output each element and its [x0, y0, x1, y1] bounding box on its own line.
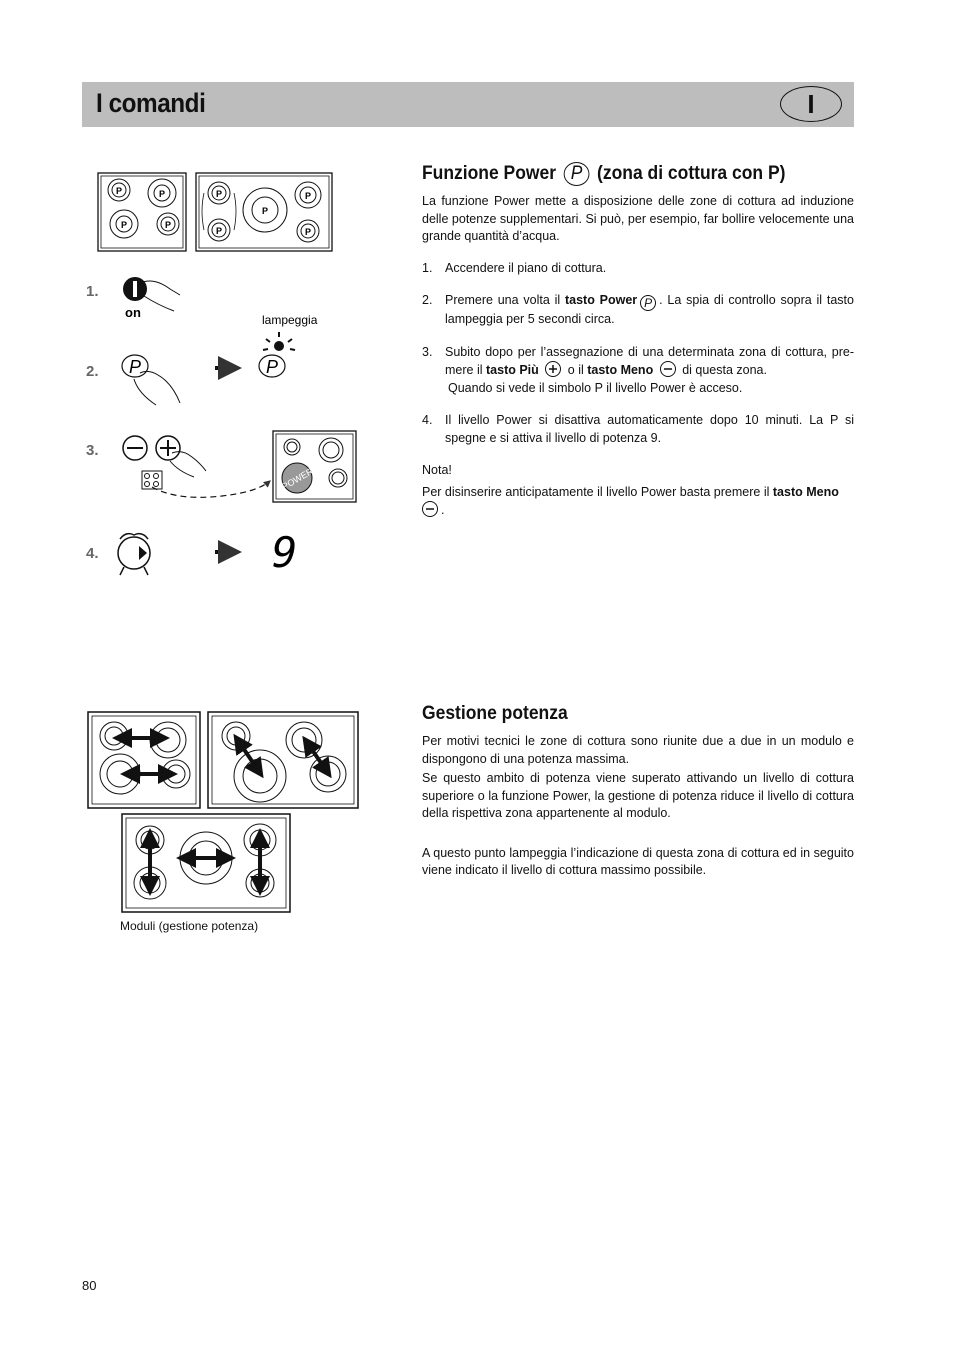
hob1-p-label-4: P	[164, 220, 172, 230]
management-paragraph-2: Se questo ambito di potenza viene superato attivando un livello di cottura superiore o la funzione Power, la gestione di potenza riduce il livello di cottura della rispettiva zona appartenente al modulo.	[422, 771, 854, 820]
language-badge: I	[780, 86, 842, 122]
hob-four-zones-icon	[98, 173, 186, 251]
on-off-button-icon	[123, 277, 180, 320]
hob-five-zones-icon	[196, 173, 332, 251]
header-bar	[82, 82, 854, 127]
blinking-p-label: P	[265, 357, 279, 377]
blink-label: lampeggia	[262, 313, 318, 327]
power-button-press-icon	[122, 355, 180, 405]
power-symbol-icon: P	[564, 162, 590, 186]
step-4-label: 4.	[86, 545, 99, 562]
power-section-title: Funzione Power P (zona di cottura con P)	[422, 162, 786, 184]
power-function-section	[422, 161, 854, 520]
management-paragraph-1: Per motivi tecnici le zone di cottura sono riunite due a due in un modulo e dispongono di una potenza massima.	[422, 734, 854, 766]
zone-selection-dashed-arrow	[152, 481, 270, 497]
module-hob-2-icon	[208, 712, 358, 808]
hob2-p-label-2: P	[215, 226, 223, 236]
management-section-title: Gestione potenza	[422, 703, 568, 724]
minus-key-icon	[422, 501, 438, 517]
management-paragraph-3: A questo punto lampeggia l’indicazione di questa zona di cottura ed in seguito viene indicato il livello di cottura massimo possibile.	[422, 845, 854, 877]
modules-figure	[86, 708, 362, 918]
hob-power-zone-icon	[273, 431, 356, 502]
minus-plus-buttons-icon	[123, 436, 206, 489]
modules-caption: Moduli (gestione potenza)	[120, 919, 259, 933]
hob2-p-label-1: P	[215, 189, 223, 199]
hob2-p-label-5: P	[304, 227, 312, 237]
page-number: 80	[82, 1278, 97, 1293]
list-item: 2. Premere una volta il tasto Power P . La spia di controllo sopra il tasto lampeggia per 5 secondi circa.	[422, 293, 854, 326]
blinking-p-indicator-icon	[259, 332, 295, 377]
hob1-p-label-2: P	[158, 189, 166, 199]
minus-key-icon	[660, 361, 676, 377]
power-level-display: 9	[272, 528, 298, 577]
module-hob-1-icon	[88, 712, 200, 808]
hob1-p-label-3: P	[120, 220, 128, 230]
power-steps-illustration	[82, 165, 372, 585]
step-1-label: 1.	[86, 283, 99, 300]
list-item: 1. Accendere il piano di cottura.	[422, 260, 607, 275]
power-management-section	[422, 701, 854, 880]
timer-icon	[118, 534, 150, 575]
step-3-label: 3.	[86, 442, 99, 459]
power-label: POWER	[280, 466, 315, 492]
note-label: Nota!	[422, 463, 452, 477]
note-text: Per disinserire anticipatamente il livello Power basta premere il tasto Meno .	[422, 484, 839, 517]
hob2-p-label-3: P	[261, 206, 269, 216]
step-2-label: 2.	[86, 363, 99, 380]
hob1-p-label-1: P	[115, 186, 123, 196]
modules-illustration	[86, 708, 362, 918]
power-button-p-label: P	[128, 357, 142, 377]
on-label: on	[125, 305, 141, 320]
plus-key-icon	[545, 361, 561, 377]
power-steps-list	[422, 260, 854, 448]
power-key-icon: P	[640, 295, 656, 311]
module-hob-3-icon	[122, 814, 290, 912]
power-intro-text: La funzione Power mette a disposizione delle zone di cottura ad induzione delle potenze supplementari. Si può, per esempio, far bollire velocemente una grande quantità d’acqua.	[422, 194, 854, 243]
hob2-p-label-4: P	[304, 191, 312, 201]
list-item: 4. Il livello Power si disattiva automaticamente dopo 10 minuti. La P si spegne e si attiva il livello di potenza 9.	[422, 413, 854, 445]
page-title: I comandi	[96, 88, 206, 118]
power-function-figure	[82, 165, 372, 585]
list-item: 3. Subito dopo per l’assegnazione di una determinata zona di cottura, pre-mere il tasto Più o il tasto Meno di questa zona. Quando si vede il simbolo P il livello Power è acceso.	[422, 344, 854, 395]
